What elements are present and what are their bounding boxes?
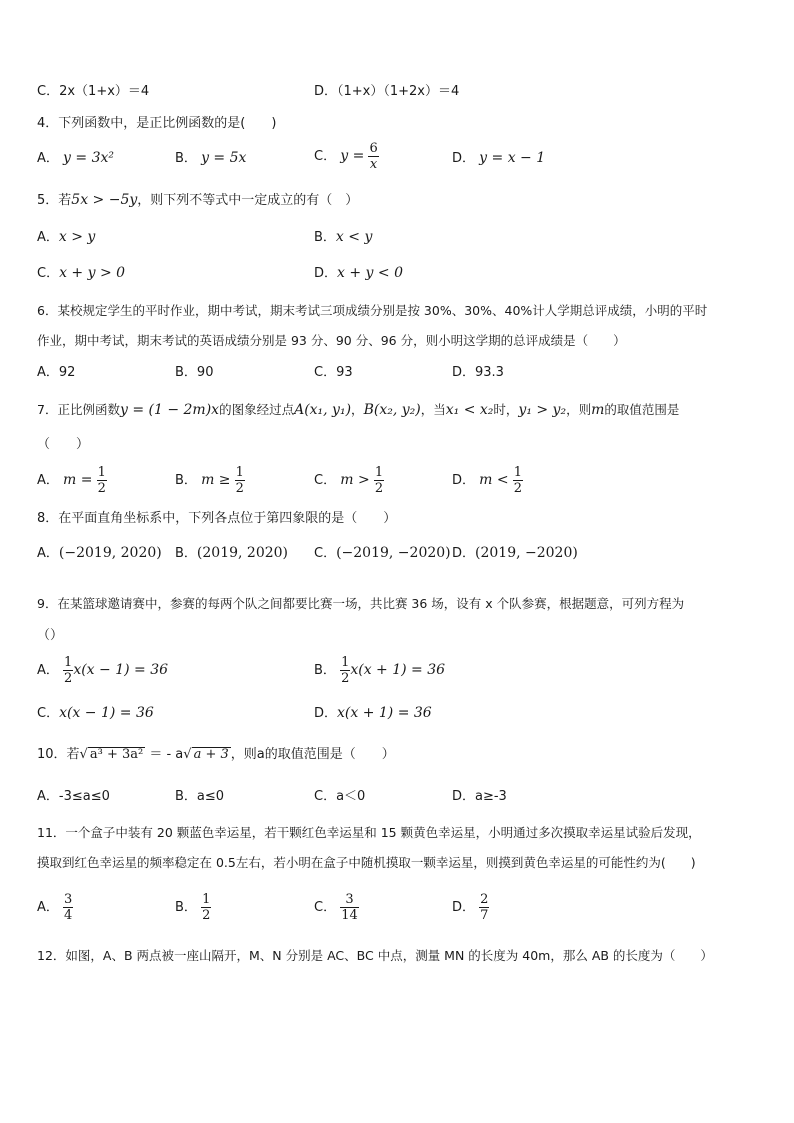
option-label: B． <box>314 663 336 678</box>
q7-condition-2: y₁ > y₂ <box>518 402 567 418</box>
numerator: 1 <box>202 892 211 907</box>
q7-point-a: A(x₁, y₁) <box>294 402 352 418</box>
q9-b-expr: x(x + 1) = 36 <box>350 662 446 678</box>
option-label: C． <box>37 706 60 721</box>
q7-function: y = (1 − 2m)x <box>119 402 220 418</box>
q7-variable: m <box>591 402 605 418</box>
numerator: 3 <box>64 892 73 907</box>
q9-option-c <box>37 706 154 720</box>
option-label: A． <box>37 230 59 245</box>
q6-stem-line2: 作业，期中考试，期末考试的英语成绩分别是 93 分、90 分、96 分，则小明这学期的总评成绩是（ ） <box>37 333 626 348</box>
q5-d-expr: x + y < 0 <box>337 265 403 281</box>
q7-option-c <box>314 465 384 496</box>
stem-text: ，则下列不等式中一定成立的有（ ） <box>137 193 359 208</box>
stem-text: 10．若 <box>37 747 80 762</box>
q10-option-c: C．a＜0 <box>314 789 366 804</box>
numerator: 6 <box>369 141 378 156</box>
q7-d-lhs: m < <box>479 472 509 488</box>
denominator: 14 <box>341 908 358 923</box>
q8-c-point: (−2019, −2020) <box>336 545 451 561</box>
q11-d-fraction <box>479 892 489 923</box>
q10-radicand-2: a + 3 <box>193 747 229 762</box>
q7-a-fraction <box>97 465 107 496</box>
denominator: 7 <box>480 908 489 923</box>
q7-option-b <box>175 465 245 496</box>
q11-b-fraction <box>201 892 211 923</box>
stem-text: ，则a的取值范围是（ ） <box>230 747 395 762</box>
q4-a-expr: y = 3x² <box>63 150 115 166</box>
q4-b-expr: y = 5x <box>201 150 247 166</box>
q4-stem: 4．下列函数中，是正比例函数的是( ) <box>37 116 277 131</box>
q4-c-fraction <box>368 141 378 172</box>
q3-option-c: C．2x（1+x）＝4 <box>37 84 150 99</box>
q6-option-d: D．93.3 <box>452 365 504 380</box>
q3-option-d: D．（1+x）（1+2x）＝4 <box>314 84 460 99</box>
q7-b-lhs: m ≥ <box>201 472 231 488</box>
q4-option-d <box>452 151 545 165</box>
q8-option-d <box>452 546 578 560</box>
q7-option-a <box>37 465 107 496</box>
stem-math: 5x > −5y <box>71 192 138 208</box>
denominator: 2 <box>513 481 523 496</box>
q7-option-d <box>452 465 523 496</box>
sqrt-icon: √ <box>79 747 88 762</box>
q7-c-fraction <box>374 465 384 496</box>
q4-d-expr: y = x − 1 <box>479 150 546 166</box>
option-label: C． <box>314 546 337 561</box>
stem-text: ＝ - a <box>145 747 184 762</box>
q11-a-fraction <box>63 892 73 923</box>
stem-text: 的图象经过点 <box>219 402 295 417</box>
sqrt-icon: √ <box>183 747 192 762</box>
option-label: B． <box>175 546 197 561</box>
option-label: D． <box>314 266 338 281</box>
option-label: C． <box>314 149 337 164</box>
q6-option-a: A．92 <box>37 365 76 380</box>
numerator: 1 <box>513 465 523 480</box>
numerator: 1 <box>64 655 73 670</box>
q9-a-expr: x(x − 1) = 36 <box>73 662 169 678</box>
option-label: C． <box>314 473 337 488</box>
denominator: 2 <box>202 908 211 923</box>
q7-c-lhs: m > <box>340 472 370 488</box>
stem-text: 5．若 <box>37 193 72 208</box>
q8-b-point: (2019, 2020) <box>196 545 289 561</box>
q9-option-d <box>314 706 432 720</box>
denominator: 2 <box>341 671 350 686</box>
q12-stem: 12．如图，A、B 两点被一座山隔开，M、N 分别是 AC、BC 中点，测量 MN 的长度为 40m，那么 AB 的长度为（ ） <box>37 948 713 963</box>
q6-option-c: C．93 <box>314 365 353 380</box>
stem-text: 时， <box>493 402 519 417</box>
q7-answer-paren: （ ） <box>37 437 90 452</box>
q11-option-b <box>175 892 211 923</box>
option-label: C． <box>314 900 337 915</box>
q4-option-b <box>175 151 246 165</box>
option-label: D． <box>314 706 338 721</box>
q9-option-b <box>314 655 445 686</box>
q9-stem-line1: 9．在某篮球邀请赛中，参赛的每两个队之间都要比赛一场，共比赛 36 场，设有 x 个队参赛，根据题意，可列方程为 <box>37 596 685 611</box>
option-label: D． <box>452 151 476 166</box>
q8-option-c <box>314 546 451 560</box>
q10-option-b: B．a≤0 <box>175 789 225 804</box>
q5-option-c <box>37 266 125 280</box>
q7-b-fraction <box>235 465 245 496</box>
stem-text: 7．正比例函数 <box>37 402 120 417</box>
q4-option-a <box>37 151 114 165</box>
stem-text: ， <box>351 402 364 417</box>
numerator: 1 <box>97 465 106 480</box>
q7-a-lhs: m = <box>63 472 93 488</box>
q6-option-b: B．90 <box>175 365 214 380</box>
numerator: 2 <box>480 892 489 907</box>
q11-option-a <box>37 892 73 923</box>
denominator: 4 <box>64 908 73 923</box>
option-label: A． <box>37 663 59 678</box>
option-label: A． <box>37 473 59 488</box>
option-label: D． <box>452 900 476 915</box>
q5-option-a <box>37 230 95 244</box>
q5-a-expr: x > y <box>58 229 96 245</box>
numerator: 3 <box>345 892 354 907</box>
stem-text: ，当 <box>420 402 446 417</box>
denominator: 2 <box>235 481 244 496</box>
q11-c-fraction <box>340 892 359 923</box>
option-label: D． <box>452 473 476 488</box>
q4-option-c <box>314 141 379 172</box>
q7-point-b: B(x₂, y₂) <box>363 402 421 418</box>
q7-d-fraction <box>513 465 523 496</box>
q9-stem-line2: （） <box>37 628 64 643</box>
numerator: 1 <box>235 465 244 480</box>
q8-d-point: (2019, −2020) <box>475 545 578 561</box>
q8-option-a <box>37 546 162 560</box>
denominator: 2 <box>64 671 73 686</box>
q7-condition-1: x₁ < x₂ <box>445 402 494 418</box>
q11-option-c <box>314 892 359 923</box>
q5-option-b <box>314 230 372 244</box>
q5-stem <box>37 193 358 207</box>
q10-option-a: A．-3≤a≤0 <box>37 789 110 804</box>
q8-stem: 8．在平面直角坐标系中，下列各点位于第四象限的是（ ） <box>37 511 397 526</box>
option-label: C． <box>37 266 60 281</box>
q9-option-a <box>37 655 168 686</box>
option-label: A． <box>37 546 59 561</box>
stem-text: 的取值范围是 <box>604 402 680 417</box>
q9-a-fraction <box>63 655 73 686</box>
q9-c-expr: x(x − 1) = 36 <box>59 705 154 721</box>
option-label: A． <box>37 151 59 166</box>
q11-stem-line2: 摸取到红色幸运星的频率稳定在 0.5左右，若小明在盒子中随机摸取一颗幸运星，则摸到黄色幸运星的可能性约为( ) <box>37 855 696 870</box>
q11-option-d <box>452 892 489 923</box>
q10-stem <box>37 747 395 761</box>
q10-option-d: D．a≥-3 <box>452 789 507 804</box>
denominator: x <box>369 157 378 172</box>
q9-b-fraction <box>340 655 350 686</box>
option-label: D． <box>452 546 476 561</box>
q5-c-expr: x + y > 0 <box>59 265 126 281</box>
numerator: 1 <box>374 465 384 480</box>
q8-a-point: (−2019, 2020) <box>58 545 162 561</box>
denominator: 2 <box>374 481 384 496</box>
q10-radicand-1: a³ + 3a² <box>89 747 144 762</box>
option-label: B． <box>175 473 197 488</box>
option-label: A． <box>37 900 59 915</box>
option-label: B． <box>175 151 197 166</box>
option-label: B． <box>314 230 336 245</box>
denominator: 2 <box>97 481 106 496</box>
q8-option-b <box>175 546 288 560</box>
numerator: 1 <box>341 655 350 670</box>
q5-option-d <box>314 266 403 280</box>
option-label: B． <box>175 900 197 915</box>
q5-b-expr: x < y <box>335 229 373 245</box>
q4-c-lhs: y = <box>340 148 365 164</box>
q9-d-expr: x(x + 1) = 36 <box>337 705 432 721</box>
stem-text: ，则 <box>566 402 592 417</box>
q7-stem <box>37 403 679 417</box>
q11-stem-line1: 11．一个盒子中装有 20 颗蓝色幸运星，若干颗红色幸运星和 15 颗黄色幸运星，小明通过多次摸取幸运星试验后发现， <box>37 825 701 840</box>
q6-stem-line1: 6．某校规定学生的平时作业，期中考试，期末考试三项成绩分别是按 30%、30%、40%计人学期总评成绩，小明的平时 <box>37 303 708 318</box>
